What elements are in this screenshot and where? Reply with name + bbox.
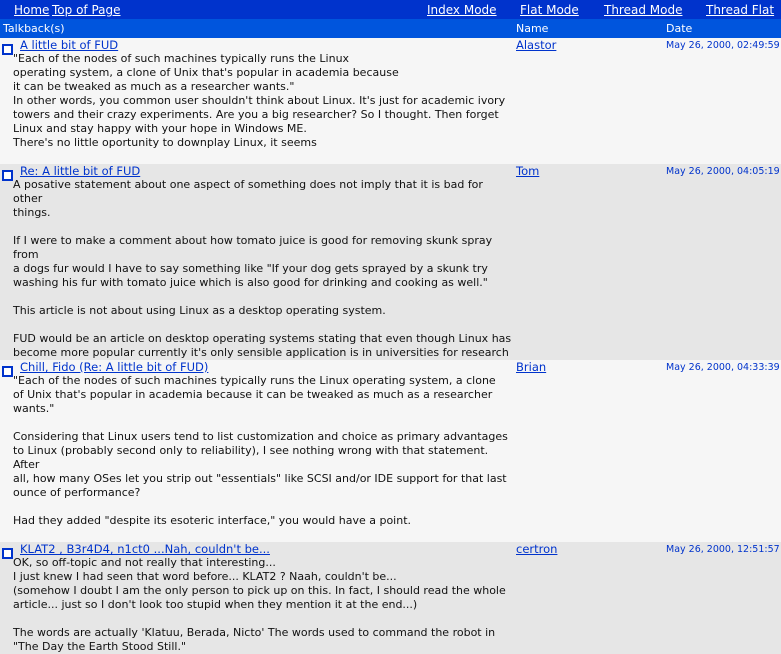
home-link[interactable]: Home — [14, 3, 50, 17]
top-of-page-link[interactable]: Top of Page — [52, 3, 121, 17]
thread-flat-link[interactable]: Thread Flat — [706, 3, 775, 17]
post-subject-link[interactable]: KLAT2 , B3r4D4, n1ct0 ...Nah, couldn't be... — [20, 542, 270, 556]
checkbox-icon[interactable] — [2, 366, 13, 377]
post-body: A posative statement about one aspect of something does not imply that it is bad for other things. If I were to make a comment about how tomato juice is good for removing skunk spray from a dogs fur would I have to say something like "If your dog gets sprayed by a skunk try washing his fur with tomato juice which is also good for drinking and cooking as well." This article is not about using Linux as a desktop operating system. FUD would be an article on desktop operating systems stating that even though Linux has become more popular currently it's only sensible application is in universities for research — [13, 178, 512, 359]
talkback-post — [0, 164, 781, 360]
flat-mode-link[interactable]: Flat Mode — [520, 3, 579, 17]
top-nav-bar — [0, 0, 781, 19]
checkbox-icon[interactable] — [2, 170, 13, 181]
post-subject-link[interactable]: Chill, Fido (Re: A little bit of FUD) — [20, 360, 209, 374]
thread-mode-link[interactable]: Thread Mode — [604, 3, 683, 17]
index-mode-link[interactable]: Index Mode — [427, 3, 497, 17]
post-date: May 26, 2000, 04:05:19 — [666, 166, 780, 177]
post-date: May 26, 2000, 04:33:39 — [666, 362, 780, 373]
post-author-link[interactable]: certron — [516, 542, 558, 556]
post-body: OK, so off-topic and not really that interesting... I just knew I had seen that word before... KLAT2 ? Naah, couldn't be... (somehow I doubt I am the only person to pick up on this. In fact, I should read the whole article... just so I don't look too stupid when they mention it at the end...) The words are actually 'Klatuu, Berada, Nicto' The words used to command the robot in "The Day the Earth Stood Still." — [13, 556, 506, 653]
talkback-column-label: Talkback(s) — [3, 22, 65, 35]
date-column-label: Date — [666, 22, 693, 35]
name-column-label: Name — [516, 22, 549, 35]
column-header — [0, 19, 781, 38]
post-subject-link[interactable]: Re: A little bit of FUD — [20, 164, 141, 178]
talkback-post — [0, 542, 781, 654]
post-body: "Each of the nodes of such machines typically runs the Linux operating system, a clone of Unix that's popular in academia because it can be tweaked as much as a researcher wants." Considering that Linux users tend to list customization and choice as primary advantages to Linux (probably second only to reliability), I see nothing wrong with that statement. After all, how many OSes let you strip out "essentials" like SCSI and/or IDE support for that last ounce of performance? Had they added "despite its esoteric interface," you would have a point. — [13, 374, 508, 527]
post-date: May 26, 2000, 12:51:57 — [666, 544, 780, 555]
post-date: May 26, 2000, 02:49:59 — [666, 40, 780, 51]
checkbox-icon[interactable] — [2, 548, 13, 559]
post-subject-link[interactable]: A little bit of FUD — [20, 38, 119, 52]
checkbox-icon[interactable] — [2, 44, 13, 55]
talkback-post — [0, 360, 781, 542]
post-author-link[interactable]: Tom — [516, 164, 540, 178]
talkback-post — [0, 38, 781, 164]
post-author-link[interactable]: Alastor — [516, 38, 557, 52]
post-author-link[interactable]: Brian — [516, 360, 547, 374]
post-body: "Each of the nodes of such machines typically runs the Linux operating system, a clone of Unix that's popular in academia because it can be tweaked as much as a researcher wants." In other words, you common user shouldn't think about Linux. It's just for academic ivory towers and their crazy experiments. Are you a big researcher? So I thought. Then forget Linux and stay happy with your hope in Windows ME. There's no little oportunity to downplay Linux, it seems — [13, 52, 506, 149]
